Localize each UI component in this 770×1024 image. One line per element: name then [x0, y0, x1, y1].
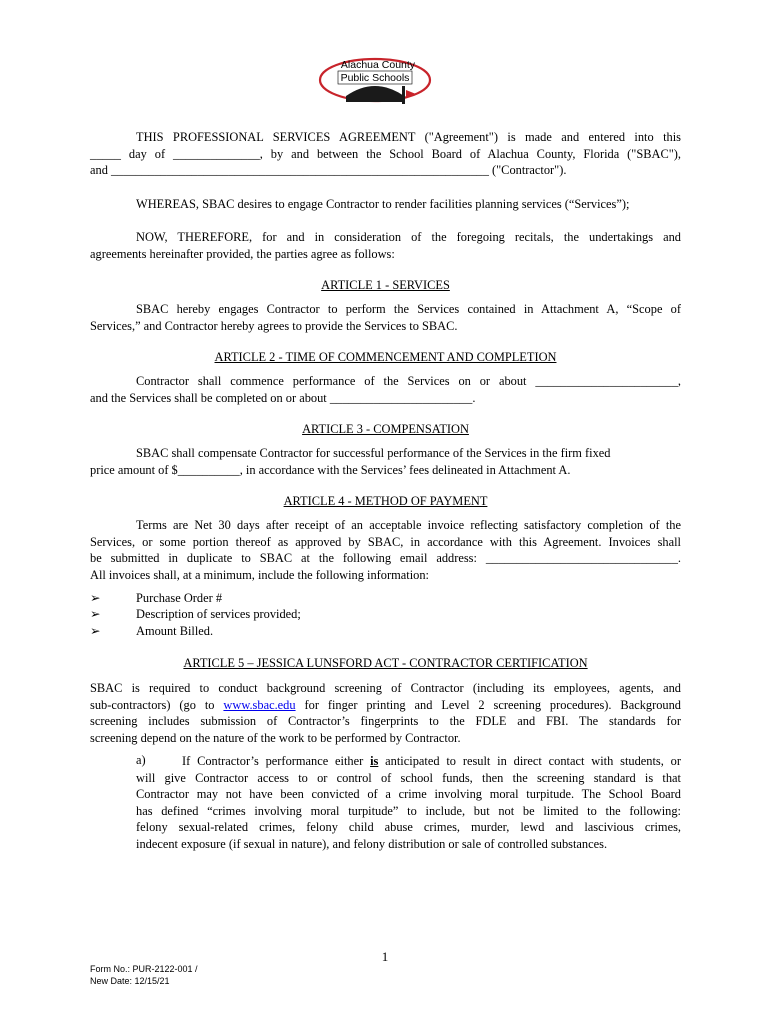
article2-line2: and the Services shall be completed on or about _______________________.: [90, 390, 476, 405]
item-a-line2: will give Contractor access to or control of school funds, then the screening standard is that: [136, 770, 681, 785]
bullet-text: Amount Billed.: [136, 624, 214, 638]
article5-p1-line1: SBAC is required to conduct background screening of Contractor (including its employees, agents, and: [90, 681, 681, 695]
article3-line1: SBAC shall compensate Contractor for successful performance of the Services in the firm fixed: [136, 446, 611, 460]
bullet-text: Description of services provided;: [136, 607, 301, 621]
item-a-label: a): [136, 753, 146, 767]
therefore-line2: agreements hereinafter provided, the parties agree as follows:: [90, 246, 395, 261]
form-number: Form No.: PUR-2122-001 /: [90, 964, 198, 974]
item-a-body: [136, 753, 681, 853]
article5-p1-line3: screening includes submission of Contractor’s fingerprints to the FDLE and FBI. The standards for: [90, 714, 681, 729]
article5-p1-line2: sub-contractors) (go to www.sbac.edu for finger printing and Level 2 screening procedures). Background: [90, 697, 681, 712]
arrow-bullet-icon: ➢: [90, 591, 101, 605]
article2-body: [90, 373, 681, 406]
form-date: New Date: 12/15/21: [90, 976, 170, 986]
article3-heading: ARTICLE 3 - COMPENSATION: [302, 422, 469, 436]
school-logo: [318, 56, 432, 112]
intro-line2: _____ day of ______________, by and between the School Board of Alachua County, Florida ("SBAC"),: [90, 146, 681, 161]
article1-heading: ARTICLE 1 - SERVICES: [321, 278, 450, 292]
article4-line1: Terms are Net 30 days after receipt of an acceptable invoice reflecting satisfactory completion of the: [136, 518, 681, 532]
intro-line3: and _____________________________________________________________ ("Contractor").: [90, 163, 567, 178]
page-number: 1: [381, 949, 389, 964]
bullet-text: Purchase Order #: [136, 591, 223, 605]
article1-line2: Services,” and Contractor hereby agrees to provide the Services to SBAC.: [90, 318, 458, 333]
article5-paragraph1: [90, 680, 681, 746]
intro-paragraph: [90, 129, 681, 179]
article1-body: [90, 301, 681, 334]
logo-line2: Public Schools: [340, 72, 410, 84]
article4-line4: All invoices shall, at a minimum, include the following information:: [90, 567, 429, 582]
article4-heading: ARTICLE 4 - METHOD OF PAYMENT: [283, 494, 488, 508]
therefore-line1: NOW, THEREFORE, for and in consideration of the foregoing recitals, the undertakings and: [136, 230, 681, 244]
intro-line1: THIS PROFESSIONAL SERVICES AGREEMENT ("Agreement") is made and entered into this: [136, 130, 681, 144]
article5-heading: ARTICLE 5 – JESSICA LUNSFORD ACT - CONTRACTOR CERTIFICATION: [183, 656, 588, 670]
article4-line3: be submitted in duplicate to SBAC at the following email address: _______________________________.: [90, 551, 681, 566]
article4-line2: Services, or some portion thereof as approved by SBAC, in accordance with this Agreement. Invoices shall: [90, 534, 681, 549]
article2-heading: ARTICLE 2 - TIME OF COMMENCEMENT AND COMPLETION: [214, 350, 557, 364]
item-a-line4: has defined “crimes involving moral turpitude” to include, but not be limited to the following:: [136, 803, 681, 818]
article3-line2: price amount of $__________, in accordance with the Services’ fees delineated in Attachment A.: [90, 462, 571, 477]
item-a-line3: Contractor may not have been convicted of a crime involving moral turpitude. The School Board: [136, 787, 681, 802]
article5-p1-line4: screening depend on the nature of the work to be performed by Contractor.: [90, 730, 461, 745]
item-a-line5: felony sexual-related crimes, felony child abuse crimes, murder, lewd and lascivious crimes,: [136, 820, 681, 835]
whereas-clause: WHEREAS, SBAC desires to engage Contractor to render facilities planning services (“Services”);: [136, 197, 630, 211]
arrow-bullet-icon: ➢: [90, 624, 101, 638]
article1-line1: SBAC hereby engages Contractor to perform the Services contained in Attachment A, “Scope of: [136, 302, 681, 316]
article2-line1: Contractor shall commence performance of the Services on or about _______________________,: [136, 374, 681, 388]
article4-body: [90, 517, 681, 583]
logo-line1: Alachua County: [340, 59, 416, 71]
item-a-line6: indecent exposure (if sexual in nature), and felony distribution or sale of controlled substances.: [136, 836, 608, 851]
therefore-paragraph: [90, 229, 681, 262]
form-footer: [90, 963, 198, 987]
sbac-link[interactable]: www.sbac.edu: [223, 697, 296, 712]
arrow-bullet-icon: ➢: [90, 607, 101, 621]
article3-body: [90, 445, 681, 478]
item-a-line1: If Contractor’s performance either is anticipated to result in direct contact with students, or: [182, 754, 681, 768]
